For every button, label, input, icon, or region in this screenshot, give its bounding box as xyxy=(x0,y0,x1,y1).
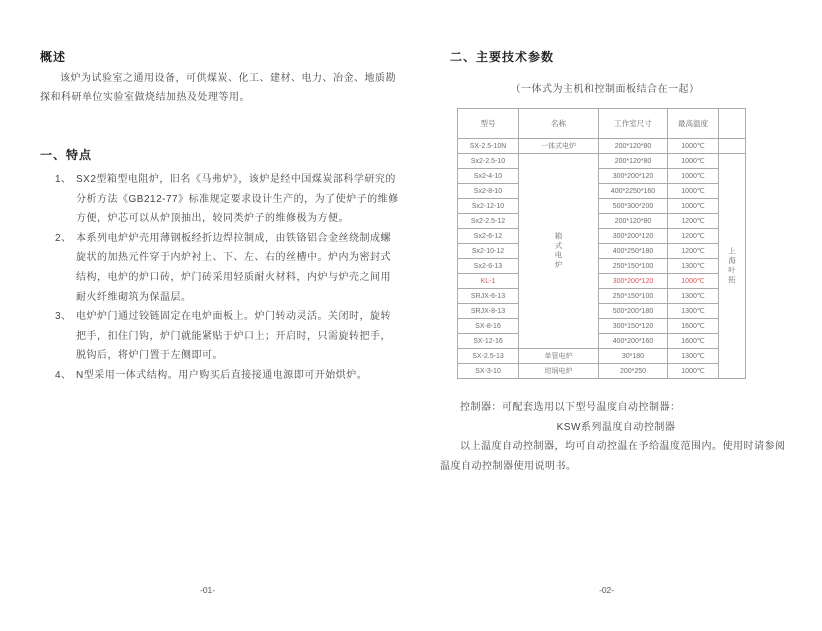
page-number-right: -02- xyxy=(599,585,615,595)
controller-model: KSW系列温度自动控制器 xyxy=(556,421,676,433)
feature-text: SX2型箱型电阻炉，旧名《马弗炉》，该炉是经中国煤炭部科学研究的分析方法《GB212-77》标准规定要求设计生产的，为了使炉子的维修方便，炉芯可以从炉顶抽出，较同类炉子的维修极为方便。 xyxy=(76,174,399,225)
col-header-name: 名称 xyxy=(519,109,599,139)
temp-cell: 1000℃ xyxy=(668,364,719,379)
temp-cell: 1000℃ xyxy=(668,184,719,199)
size-cell: 250*150*100 xyxy=(599,259,668,274)
feature-text: N型采用一体式结构。用户购买后直接接通电源即可开始烘炉。 xyxy=(76,369,368,381)
col-header-model: 型号 xyxy=(458,109,519,139)
table-row xyxy=(458,259,746,274)
size-cell: 500*300*200 xyxy=(599,199,668,214)
table-row xyxy=(458,169,746,184)
feature-number: 3、 xyxy=(55,311,72,323)
model-cell: KL-1 xyxy=(458,274,519,289)
size-cell: 300*200*120 xyxy=(599,274,668,289)
feature-item-1 xyxy=(55,170,400,229)
model-cell: SX-2.5-13 xyxy=(458,349,519,364)
temp-cell: 1200℃ xyxy=(668,229,719,244)
temp-cell: 1000℃ xyxy=(668,139,719,154)
temp-cell: 1200℃ xyxy=(668,214,719,229)
model-cell: Sx2-8-10 xyxy=(458,184,519,199)
spec-table xyxy=(457,108,746,379)
table-row xyxy=(458,334,746,349)
controller-note: 以上温度自动控制器，均可自动控温在予给温度范围内。使用时请参阅温度自动控制器使用说明书。 xyxy=(440,441,786,472)
feature-text: 本系列电炉炉壳用薄钢板经折边焊拉制成，由铁铬铝合金丝绕制成螺旋状的加热元件穿于内炉衬上、下、左、右的丝槽中。炉内为密封式结构，电炉的炉口砖，炉门砖采用轻质耐火材料，内炉与炉壳之间用耐火纤维砌筑为保温层。 xyxy=(76,232,391,303)
model-cell: Sx2-6-13 xyxy=(458,259,519,274)
model-cell: SX-8-16 xyxy=(458,319,519,334)
feature-number: 1、 xyxy=(55,174,72,185)
temp-cell: 1000℃ xyxy=(668,274,719,289)
table-row xyxy=(458,214,746,229)
temp-cell: 1600℃ xyxy=(668,334,719,349)
table-row xyxy=(458,154,746,169)
size-cell: 200*120*80 xyxy=(599,214,668,229)
temp-cell: 1000℃ xyxy=(668,154,719,169)
feature-item-3 xyxy=(55,307,400,366)
features-list xyxy=(55,170,400,386)
table-row xyxy=(458,229,746,244)
model-cell: SRJX-6-13 xyxy=(458,289,519,304)
model-cell: Sx2-2.5-10 xyxy=(458,154,519,169)
temp-cell: 1000℃ xyxy=(668,169,719,184)
temp-cell: 1200℃ xyxy=(668,244,719,259)
col-header-blank xyxy=(719,109,746,139)
feature-item-4 xyxy=(55,366,400,386)
table-row xyxy=(458,244,746,259)
table-row xyxy=(458,139,746,154)
feature-text: 电炉炉门通过铰链固定在电炉面板上。炉门转动灵活。关闭时，旋转把手，扣住门钩，炉门就能紧贴于炉口上；开启时，只需旋转把手，脱钩后，将炉门置于左侧即可。 xyxy=(76,311,391,362)
col-header-size: 工作室尺寸 xyxy=(599,109,668,139)
size-cell: 300*150*120 xyxy=(599,319,668,334)
name-cell: 坩埚电炉 xyxy=(519,364,599,379)
size-cell: 200*120*80 xyxy=(599,139,668,154)
col-header-temp: 最高温度 xyxy=(668,109,719,139)
vendor-cell: 上海叶拓 xyxy=(719,154,746,379)
temp-cell: 1300℃ xyxy=(668,304,719,319)
model-cell: SX-12-16 xyxy=(458,334,519,349)
table-row xyxy=(458,184,746,199)
spec-table-body xyxy=(458,139,746,379)
table-row xyxy=(458,289,746,304)
model-cell: SX-3-10 xyxy=(458,364,519,379)
model-cell: Sx2-6-12 xyxy=(458,229,519,244)
temp-cell: 1000℃ xyxy=(668,199,719,214)
temp-cell: 1300℃ xyxy=(668,259,719,274)
model-cell: Sx2-10-12 xyxy=(458,244,519,259)
size-cell: 300*200*120 xyxy=(599,229,668,244)
size-cell: 400*250*180 xyxy=(599,244,668,259)
vendor-cell-blank xyxy=(719,139,746,154)
table-row xyxy=(458,364,746,379)
table-row xyxy=(458,304,746,319)
size-cell: 30*180 xyxy=(599,349,668,364)
table-row xyxy=(458,319,746,334)
controller-intro: 控制器：可配套选用以下型号温度自动控制器： xyxy=(460,402,681,413)
table-row xyxy=(458,349,746,364)
size-cell: 400*200*160 xyxy=(599,334,668,349)
size-cell: 200*120*80 xyxy=(599,154,668,169)
model-cell: Sx2-12-10 xyxy=(458,199,519,214)
parameters-heading: 二、主要技术参数 xyxy=(450,50,555,64)
model-cell: Sx2-4-10 xyxy=(458,169,519,184)
feature-item-2 xyxy=(55,229,400,307)
table-header-row xyxy=(458,109,746,139)
name-cell-box-furnace: 箱式电炉 xyxy=(519,154,599,349)
temp-cell: 1300℃ xyxy=(668,349,719,364)
overview-heading: 概述 xyxy=(40,50,67,64)
size-cell: 400*2250*160 xyxy=(599,184,668,199)
name-cell: 单管电炉 xyxy=(519,349,599,364)
temp-cell: 1600℃ xyxy=(668,319,719,334)
table-row xyxy=(458,274,746,289)
size-cell: 250*150*100 xyxy=(599,289,668,304)
feature-number: 4、 xyxy=(55,369,72,381)
size-cell: 500*200*180 xyxy=(599,304,668,319)
overview-paragraph: 该炉为试验室之通用设备，可供煤炭、化工、建材、电力、冶金、地质勘探和科研单位实验室做烧结加热及处理等用。 xyxy=(40,73,396,103)
temp-cell: 1300℃ xyxy=(668,289,719,304)
model-cell: SRJX-8-13 xyxy=(458,304,519,319)
table-row xyxy=(458,199,746,214)
controller-block xyxy=(440,398,792,476)
size-cell: 300*200*120 xyxy=(599,169,668,184)
name-cell: 一体式电炉 xyxy=(519,139,599,154)
feature-number: 2、 xyxy=(55,232,72,244)
page-number-left: -01- xyxy=(200,585,216,595)
model-cell: SX-2.5-10N xyxy=(458,139,519,154)
features-heading: 一、特点 xyxy=(40,148,93,162)
parameters-subtitle: （一体式为主机和控制面板结合在一起） xyxy=(510,84,700,95)
model-cell: Sx2-2.5-12 xyxy=(458,214,519,229)
size-cell: 200*250 xyxy=(599,364,668,379)
